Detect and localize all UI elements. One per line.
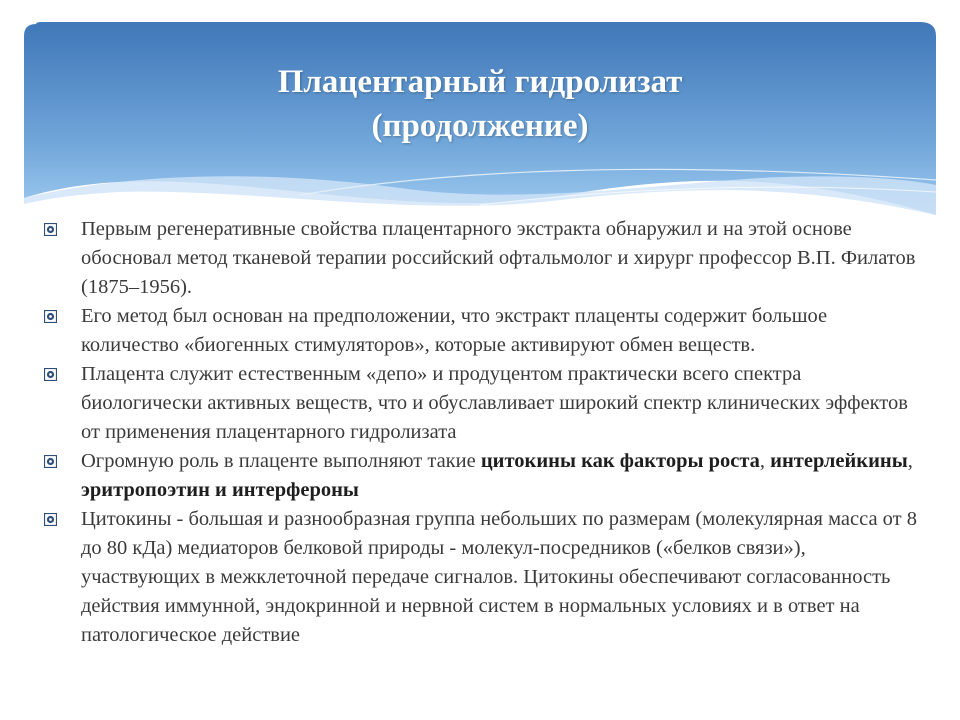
list-item [40, 505, 920, 650]
bullet-text-bold: эритропоэтин и интерфероны [81, 479, 359, 501]
title-line-2: (продолжение) [371, 108, 589, 144]
bullet-icon [44, 310, 57, 323]
bullet-text: Плацента служит естественным «депо» и продуцентом практически всего спектра биологически активных веществ, что и обуславливает широкий спектр клинических эффектов от применения плацентарного гидролизата [81, 363, 908, 443]
bullet-text-segment: Огромную роль в плаценте выполняют такие [81, 450, 481, 472]
bullet-text-segment: , [907, 450, 913, 472]
list-item [40, 215, 920, 302]
slide-title [0, 60, 960, 148]
bullet-text-segment: , [759, 450, 771, 472]
bullet-text-bold: интерлейкины [770, 450, 908, 472]
bullet-text-bold: цитокины как факторы роста [480, 450, 760, 472]
list-item [40, 302, 920, 360]
list-item [40, 360, 920, 447]
bullet-icon [44, 455, 57, 468]
bullet-icon [44, 223, 57, 236]
bullet-text: Первым регенеративные свойства плацентарного экстракта обнаружил и на этой основе обосновал метод тканевой терапии российский офтальмолог и хирург профессор В.П. Филатов (1875–1956). [81, 218, 916, 298]
bullet-icon [44, 368, 57, 381]
bullet-list [40, 215, 920, 650]
bullet-text: Цитокины - большая и разнообразная группа небольших по размерам (молекулярная масса от 8 до 80 кДа) медиаторов белковой природы - молекул-посредников («белков связи»), участвующих в межклеточной передаче сигналов. Цитокины обеспечивают согласованность действия иммунной, эндокринной и нервной систем в нормальных условиях и в ответ на патологическое действие [81, 508, 917, 646]
bullet-text: Его метод был основан на предположении, что экстракт плаценты содержит большое количество «биогенных стимуляторов», которые активируют обмен веществ. [81, 305, 828, 356]
list-item [40, 447, 920, 505]
bullet-icon [44, 513, 57, 526]
title-line-1: Плацентарный гидролизат [277, 64, 683, 100]
